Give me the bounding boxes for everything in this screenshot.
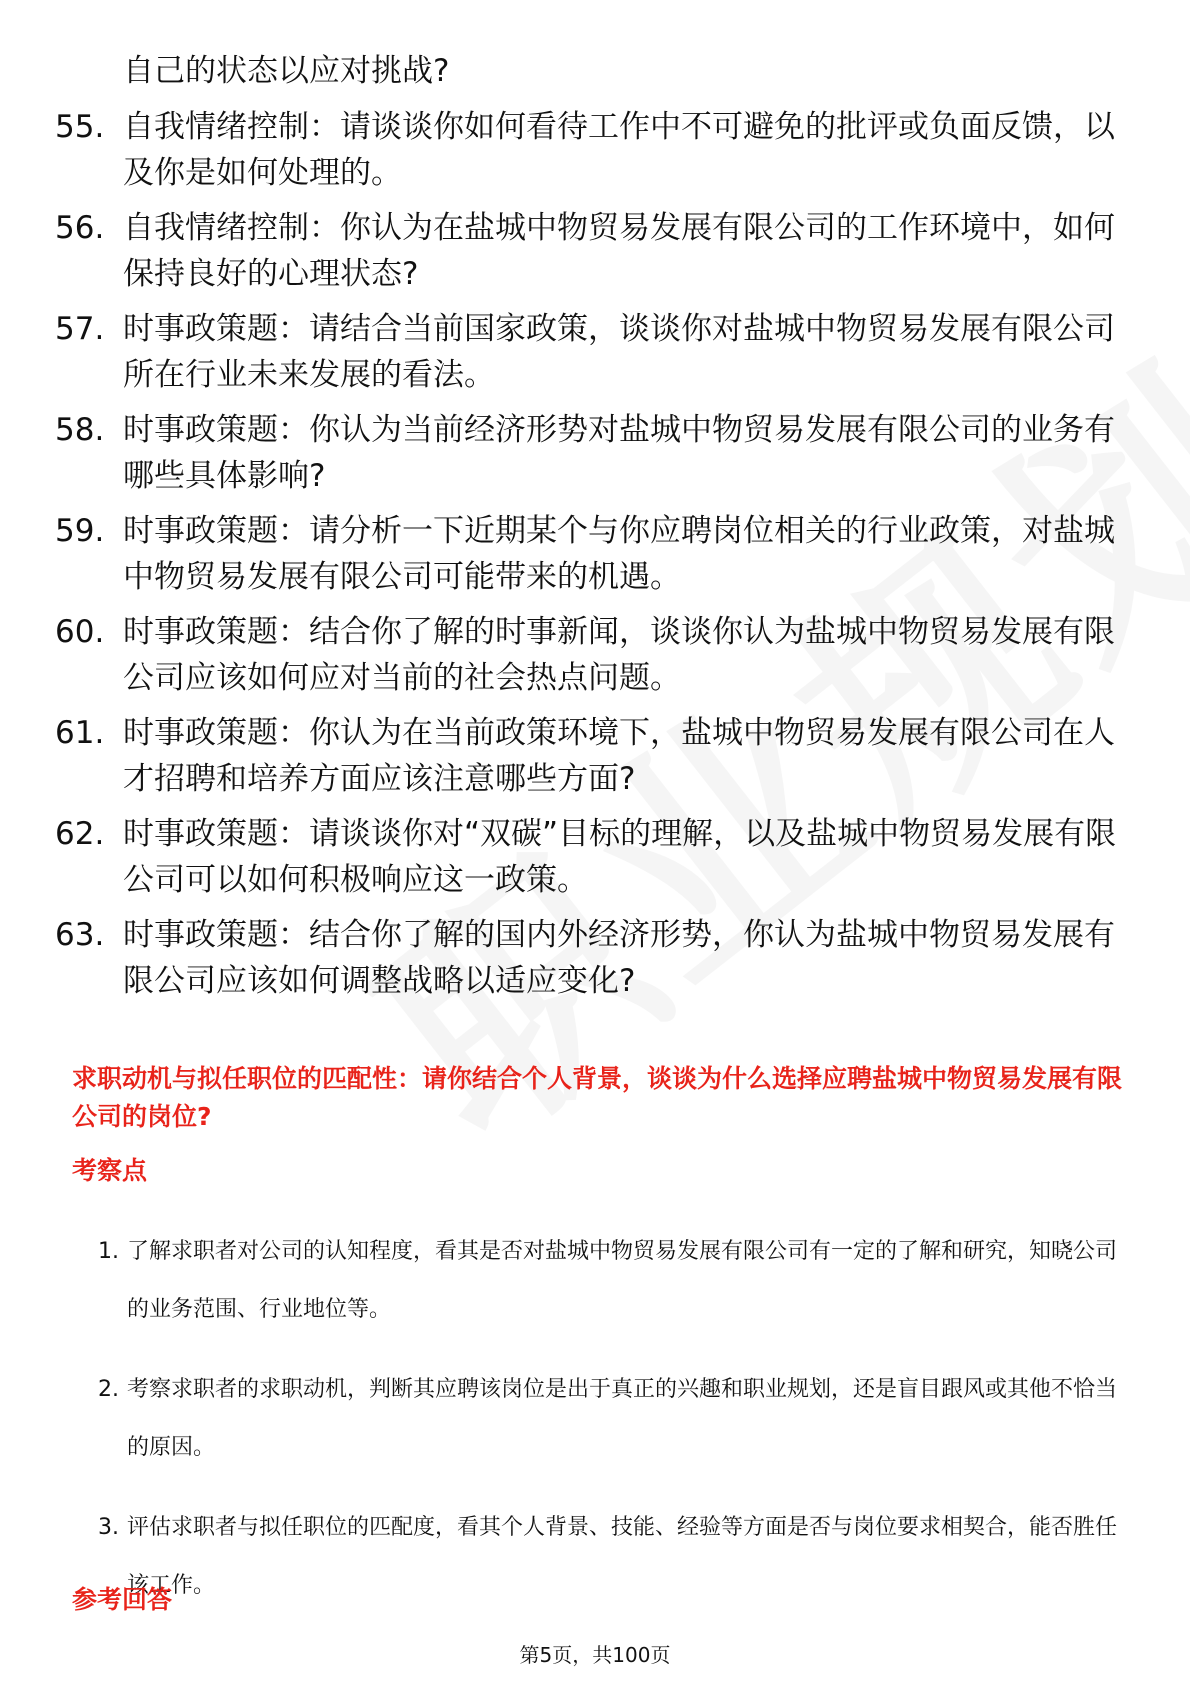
question-text: 时事政策题：结合你了解的时事新闻，谈谈你认为盐城中物贸易发展有限公司应该如何应对当前的社会热点问题。 <box>123 614 1115 696</box>
assessment-item <box>72 1223 1132 1339</box>
question-text: 时事政策题：请分析一下近期某个与你应聘岗位相关的行业政策，对盐城中物贸易发展有限公司可能带来的机遇。 <box>123 513 1115 595</box>
question-text: 时事政策题：请谈谈你对“双碳”目标的理解，以及盐城中物贸易发展有限公司可以如何积极响应这一政策。 <box>123 816 1117 898</box>
question-item <box>55 508 1145 600</box>
question-item <box>55 104 1145 196</box>
question-item <box>55 811 1145 903</box>
assessment-number: 1. <box>98 1239 119 1264</box>
question-text: 时事政策题：结合你了解的国内外经济形势，你认为盐城中物贸易发展有限公司应该如何调整战略以适应变化? <box>123 917 1115 999</box>
question-number: 61. <box>55 715 105 751</box>
question-number: 55. <box>55 109 105 145</box>
question-list <box>55 48 1145 1013</box>
question-number: 59. <box>55 513 105 549</box>
question-item <box>55 912 1145 1004</box>
assessment-item <box>72 1499 1132 1615</box>
question-number: 62. <box>55 816 105 852</box>
assessment-heading: 考察点 <box>72 1156 148 1185</box>
question-text: 自我情绪控制：你认为在盐城中物贸易发展有限公司的工作环境中，如何保持良好的心理状态? <box>123 210 1115 292</box>
section-title: 求职动机与拟任职位的匹配性：请你结合个人背景，谈谈为什么选择应聘盐城中物贸易发展有限公司的岗位? <box>72 1064 1123 1131</box>
question-number: 56. <box>55 210 105 246</box>
question-item <box>55 407 1145 499</box>
question-item <box>55 609 1145 701</box>
question-number: 63. <box>55 917 105 953</box>
assessment-text: 评估求职者与拟任职位的匹配度，看其个人背景、技能、经验等方面是否与岗位要求相契合，能否胜任该工作。 <box>127 1515 1118 1598</box>
assessment-item <box>72 1361 1132 1477</box>
question-text: 时事政策题：你认为在当前政策环境下，盐城中物贸易发展有限公司在人才招聘和培养方面应该注意哪些方面? <box>123 715 1115 797</box>
question-number: 58. <box>55 412 105 448</box>
page-footer: 第5页，共100页 <box>519 1643 671 1667</box>
question-item <box>55 306 1145 398</box>
question-number: 57. <box>55 311 105 347</box>
question-text: 自我情绪控制：请谈谈你如何看待工作中不可避免的批评或负面反馈，以及你是如何处理的。 <box>123 109 1115 191</box>
question-item <box>55 710 1145 802</box>
question-text: 时事政策题：你认为当前经济形势对盐城中物贸易发展有限公司的业务有哪些具体影响? <box>123 412 1115 494</box>
question-item <box>55 205 1145 297</box>
assessment-number: 2. <box>98 1377 119 1402</box>
question-text: 时事政策题：请结合当前国家政策，谈谈你对盐城中物贸易发展有限公司所在行业未来发展的看法。 <box>123 311 1115 393</box>
question-number: 60. <box>55 614 105 650</box>
assessment-text: 了解求职者对公司的认知程度，看其是否对盐城中物贸易发展有限公司有一定的了解和研究，知晓公司的业务范围、行业地位等。 <box>127 1239 1118 1322</box>
assessment-list <box>72 1223 1132 1637</box>
reference-heading: 参考回答 <box>72 1585 173 1614</box>
assessment-number: 3. <box>98 1515 119 1540</box>
assessment-text: 考察求职者的求职动机，判断其应聘该岗位是出于真正的兴趣和职业规划，还是盲目跟风或其他不恰当的原因。 <box>127 1377 1118 1460</box>
continuation-line: 自己的状态以应对挑战? <box>123 53 450 89</box>
